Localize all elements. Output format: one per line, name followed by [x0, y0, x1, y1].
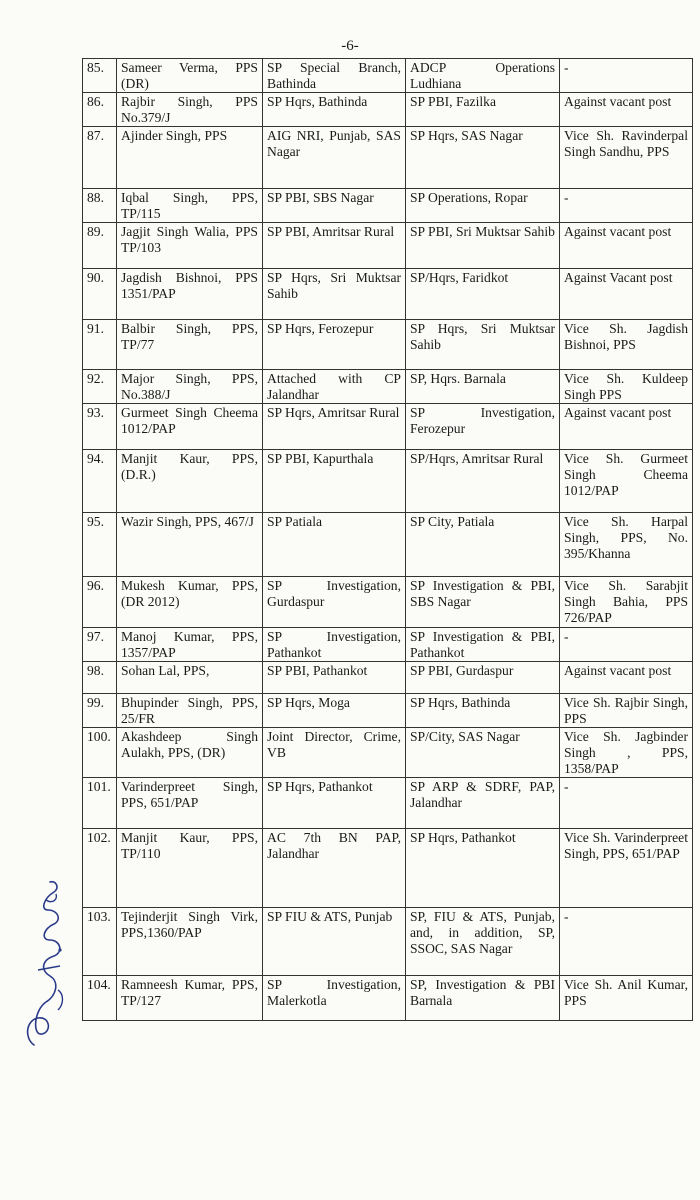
row-serial-number: 97.: [83, 628, 117, 662]
table-row: [83, 829, 693, 908]
row-serial-number: 101.: [83, 778, 117, 829]
remarks: -: [560, 778, 693, 829]
row-serial-number: 95.: [83, 513, 117, 577]
table-row: [83, 370, 693, 404]
officer-name: Rajbir Singh, PPS No.379/J: [117, 93, 263, 127]
posting-to: SP/Hqrs, Amritsar Rural: [406, 450, 560, 513]
row-serial-number: 102.: [83, 829, 117, 908]
row-serial-number: 93.: [83, 404, 117, 450]
posting-from: SP Investigation, Pathankot: [263, 628, 406, 662]
officer-name: Tejinderjit Singh Virk, PPS,1360/PAP: [117, 908, 263, 976]
remarks: Vice Sh. Varinderpreet Singh, PPS, 651/PAP: [560, 829, 693, 908]
row-serial-number: 88.: [83, 189, 117, 223]
remarks: Vice Sh. Anil Kumar, PPS: [560, 976, 693, 1021]
row-serial-number: 94.: [83, 450, 117, 513]
posting-from: SP Investigation, Gurdaspur: [263, 577, 406, 628]
row-serial-number: 92.: [83, 370, 117, 404]
table-row: [83, 513, 693, 577]
posting-from: SP PBI, Pathankot: [263, 662, 406, 694]
table-row: [83, 778, 693, 829]
table-row: [83, 404, 693, 450]
posting-to: SP City, Patiala: [406, 513, 560, 577]
officer-name: Akashdeep Singh Aulakh, PPS, (DR): [117, 728, 263, 778]
remarks: -: [560, 59, 693, 93]
posting-to: SP, Investigation & PBI Barnala: [406, 976, 560, 1021]
row-serial-number: 86.: [83, 93, 117, 127]
posting-to: SP PBI, Fazilka: [406, 93, 560, 127]
officer-name: Mukesh Kumar, PPS, (DR 2012): [117, 577, 263, 628]
posting-from: AIG NRI, Punjab, SAS Nagar: [263, 127, 406, 189]
remarks: Vice Sh. Ravinderpal Singh Sandhu, PPS: [560, 127, 693, 189]
remarks: Vice Sh. Harpal Singh, PPS, No. 395/Khanna: [560, 513, 693, 577]
posting-from: SP Hqrs, Ferozepur: [263, 320, 406, 370]
posting-to: ADCP Operations Ludhiana: [406, 59, 560, 93]
table-row: [83, 93, 693, 127]
remarks: -: [560, 628, 693, 662]
remarks: -: [560, 189, 693, 223]
row-serial-number: 96.: [83, 577, 117, 628]
table-row: [83, 59, 693, 93]
row-serial-number: 87.: [83, 127, 117, 189]
posting-from: Attached with CP Jalandhar: [263, 370, 406, 404]
table-row: [83, 628, 693, 662]
posting-from: SP Patiala: [263, 513, 406, 577]
posting-to: SP ARP & SDRF, PAP, Jalandhar: [406, 778, 560, 829]
officer-name: Sameer Verma, PPS (DR): [117, 59, 263, 93]
table-row: [83, 976, 693, 1021]
officer-name: Iqbal Singh, PPS, TP/115: [117, 189, 263, 223]
table-row: [83, 908, 693, 976]
officer-name: Bhupinder Singh, PPS, 25/FR: [117, 694, 263, 728]
row-serial-number: 85.: [83, 59, 117, 93]
posting-from: SP Hqrs, Sri Muktsar Sahib: [263, 269, 406, 320]
page-number: -6-: [341, 38, 359, 54]
row-serial-number: 100.: [83, 728, 117, 778]
row-serial-number: 103.: [83, 908, 117, 976]
posting-from: SP Hqrs, Pathankot: [263, 778, 406, 829]
row-serial-number: 90.: [83, 269, 117, 320]
officer-name: Jagjit Singh Walia, PPS TP/103: [117, 223, 263, 269]
table-row: [83, 577, 693, 628]
posting-from: SP Hqrs, Bathinda: [263, 93, 406, 127]
officer-name: Manjit Kaur, PPS, TP/110: [117, 829, 263, 908]
table-row: [83, 694, 693, 728]
row-serial-number: 89.: [83, 223, 117, 269]
posting-to: SP Investigation & PBI, SBS Nagar: [406, 577, 560, 628]
posting-to: SP Hqrs, Sri Muktsar Sahib: [406, 320, 560, 370]
posting-to: SP Investigation, Ferozepur: [406, 404, 560, 450]
posting-to: SP/Hqrs, Faridkot: [406, 269, 560, 320]
transfer-table: [82, 58, 693, 1021]
posting-from: SP Investigation, Malerkotla: [263, 976, 406, 1021]
row-serial-number: 91.: [83, 320, 117, 370]
officer-name: Balbir Singh, PPS, TP/77: [117, 320, 263, 370]
remarks: Against vacant post: [560, 93, 693, 127]
signature-icon: [20, 870, 75, 1050]
table-row: [83, 269, 693, 320]
officer-name: Manoj Kumar, PPS, 1357/PAP: [117, 628, 263, 662]
row-serial-number: 104.: [83, 976, 117, 1021]
officer-name: Ajinder Singh, PPS: [117, 127, 263, 189]
officer-name: Major Singh, PPS, No.388/J: [117, 370, 263, 404]
posting-from: SP PBI, Kapurthala: [263, 450, 406, 513]
officer-name: Ramneesh Kumar, PPS, TP/127: [117, 976, 263, 1021]
posting-to: SP Operations, Ropar: [406, 189, 560, 223]
posting-from: SP Hqrs, Amritsar Rural: [263, 404, 406, 450]
posting-to: SP, Hqrs. Barnala: [406, 370, 560, 404]
posting-from: AC 7th BN PAP, Jalandhar: [263, 829, 406, 908]
posting-from: SP Hqrs, Moga: [263, 694, 406, 728]
remarks: Vice Sh. Sarabjit Singh Bahia, PPS 726/PAP: [560, 577, 693, 628]
remarks: Against vacant post: [560, 404, 693, 450]
remarks: Vice Sh. Kuldeep Singh PPS: [560, 370, 693, 404]
remarks: Against vacant post: [560, 662, 693, 694]
posting-to: SP Investigation & PBI, Pathankot: [406, 628, 560, 662]
posting-to: SP/City, SAS Nagar: [406, 728, 560, 778]
officer-name: Varinderpreet Singh, PPS, 651/PAP: [117, 778, 263, 829]
officer-name: Sohan Lal, PPS,: [117, 662, 263, 694]
remarks: -: [560, 908, 693, 976]
posting-to: SP Hqrs, SAS Nagar: [406, 127, 560, 189]
posting-to: SP PBI, Gurdaspur: [406, 662, 560, 694]
posting-to: SP, FIU & ATS, Punjab, and, in addition, SP, SSOC, SAS Nagar: [406, 908, 560, 976]
remarks: Vice Sh. Jagdish Bishnoi, PPS: [560, 320, 693, 370]
officer-name: Manjit Kaur, PPS, (D.R.): [117, 450, 263, 513]
row-serial-number: 99.: [83, 694, 117, 728]
officer-name: Gurmeet Singh Cheema 1012/PAP: [117, 404, 263, 450]
remarks: Against Vacant post: [560, 269, 693, 320]
posting-to: SP PBI, Sri Muktsar Sahib: [406, 223, 560, 269]
posting-from: SP Special Branch, Bathinda: [263, 59, 406, 93]
remarks: Vice Sh. Jagbinder Singh , PPS, 1358/PAP: [560, 728, 693, 778]
table-row: [83, 127, 693, 189]
table-row: [83, 450, 693, 513]
posting-to: SP Hqrs, Pathankot: [406, 829, 560, 908]
officer-name: Wazir Singh, PPS, 467/J: [117, 513, 263, 577]
posting-from: Joint Director, Crime, VB: [263, 728, 406, 778]
posting-from: SP PBI, SBS Nagar: [263, 189, 406, 223]
remarks: Against vacant post: [560, 223, 693, 269]
table-row: [83, 728, 693, 778]
remarks: Vice Sh. Rajbir Singh, PPS: [560, 694, 693, 728]
row-serial-number: 98.: [83, 662, 117, 694]
remarks: Vice Sh. Gurmeet Singh Cheema 1012/PAP: [560, 450, 693, 513]
table-row: [83, 223, 693, 269]
posting-to: SP Hqrs, Bathinda: [406, 694, 560, 728]
table-row: [83, 320, 693, 370]
table-row: [83, 189, 693, 223]
posting-from: SP PBI, Amritsar Rural: [263, 223, 406, 269]
table-row: [83, 662, 693, 694]
transfer-table-body: [83, 59, 693, 1021]
officer-name: Jagdish Bishnoi, PPS 1351/PAP: [117, 269, 263, 320]
posting-from: SP FIU & ATS, Punjab: [263, 908, 406, 976]
